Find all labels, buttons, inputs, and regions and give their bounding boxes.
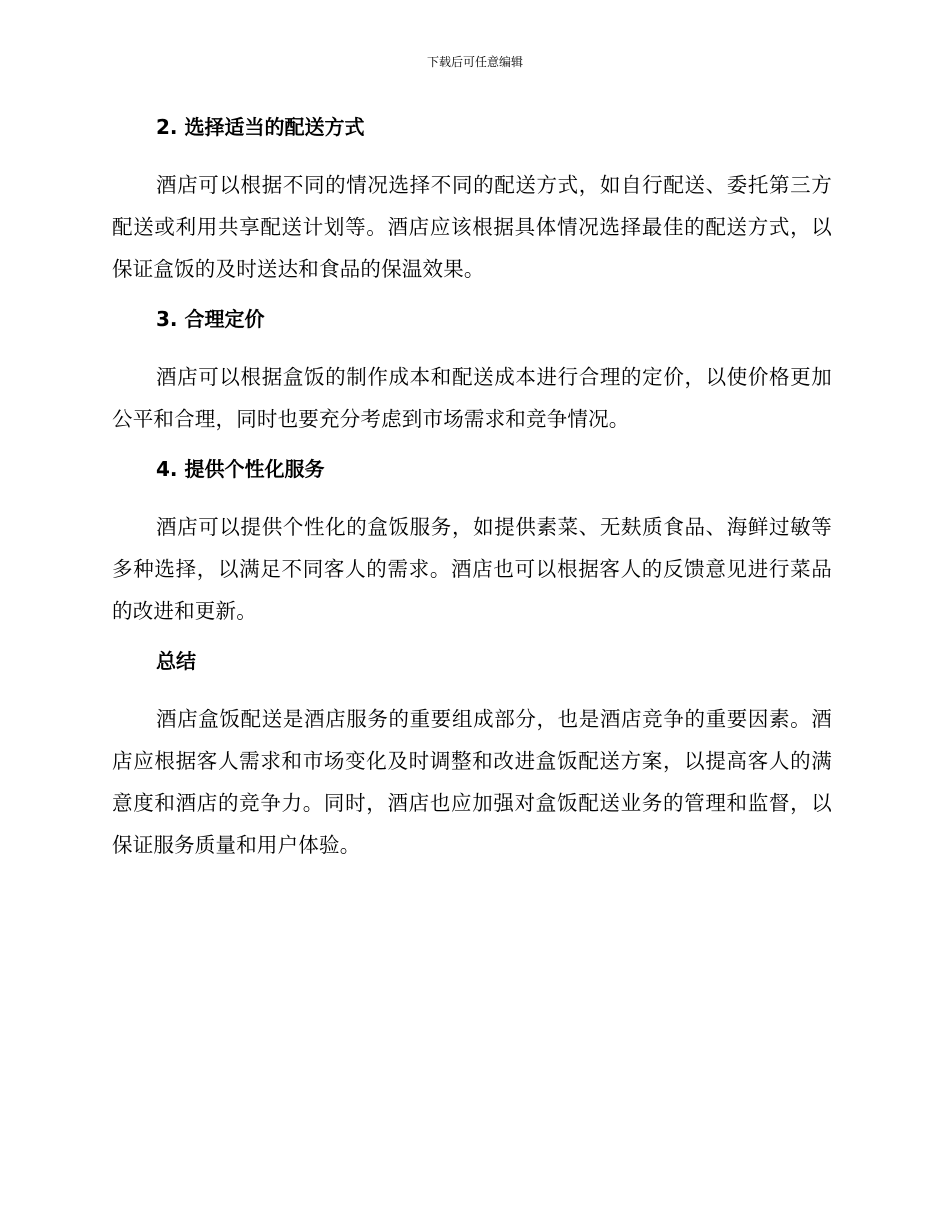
section-heading-summary: 总结 <box>156 649 196 673</box>
section-heading-delivery-method: 2. 选择适当的配送方式 <box>156 115 365 139</box>
document-body <box>112 112 832 866</box>
page-header: 下载后可任意编辑 <box>426 55 523 69</box>
section-paragraph-delivery-method: 酒店可以根据不同的情况选择不同的配送方式，如自行配送、委托第三方配送或利用共享配送计划等。酒店应该根据具体情况选择最佳的配送方式，以保证盒饭的及时送达和食品的保温效果。 <box>112 173 832 281</box>
section-heading-pricing: 3. 合理定价 <box>156 307 265 331</box>
section-paragraph-personalized-service: 酒店可以提供个性化的盒饭服务，如提供素菜、无麸质食品、海鲜过敏等多种选择，以满足不同客人的需求。酒店也可以根据客人的反馈意见进行菜品的改进和更新。 <box>112 515 832 623</box>
section-paragraph-summary: 酒店盒饭配送是酒店服务的重要组成部分，也是酒店竞争的重要因素。酒店应根据客人需求和市场变化及时调整和改进盒饭配送方案，以提高客人的满意度和酒店的竞争力。同时，酒店也应加强对盒饭配送业务的管理和监督，以保证服务质量和用户体验。 <box>112 707 832 857</box>
section-heading-personalized-service: 4. 提供个性化服务 <box>156 457 325 481</box>
section-paragraph-pricing: 酒店可以根据盒饭的制作成本和配送成本进行合理的定价，以使价格更加公平和合理，同时也要充分考虑到市场需求和竞争情况。 <box>112 365 832 431</box>
